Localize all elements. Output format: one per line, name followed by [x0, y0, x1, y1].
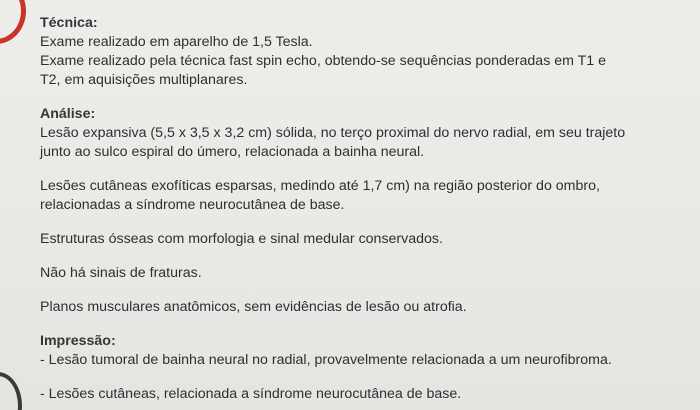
analise-line: Não há sinais de fraturas.	[40, 265, 202, 281]
impressao-item: - Lesões cutâneas, relacionada a síndrome neurocutânea de base.	[40, 386, 462, 402]
analise-line: relacionadas a síndrome neurocutânea de base.	[40, 197, 345, 213]
tecnica-line: Exame realizado em aparelho de 1,5 Tesla.	[40, 34, 313, 50]
analise-line: junto ao sulco espiral do úmero, relacionada a bainha neural.	[40, 144, 425, 160]
analise-line: Lesões cutâneas exofíticas esparsas, medindo até 1,7 cm) na região posterior do ombro,	[40, 178, 600, 194]
logo-fragment	[0, 0, 26, 44]
impressao-item: - Lesão tumoral de bainha neural no radial, provavelmente relacionada a um neurofibroma.	[40, 352, 612, 368]
report-content	[40, 14, 690, 404]
logo-fragment-bottom	[0, 372, 22, 410]
section-heading-impressao: Impressão:	[40, 333, 116, 349]
section-heading-tecnica: Técnica:	[40, 15, 98, 31]
analise-line: Estruturas ósseas com morfologia e sinal medular conservados.	[40, 231, 443, 247]
section-heading-analise: Análise:	[40, 106, 96, 122]
analise-line: Planos musculares anatômicos, sem evidências de lesão ou atrofia.	[40, 299, 467, 315]
analise-line: Lesão expansiva (5,5 x 3,5 x 3,2 cm) sólida, no terço proximal do nervo radial, em seu trajeto	[40, 125, 626, 141]
tecnica-line: T2, em aquisições multiplanares.	[40, 72, 248, 88]
tecnica-line: Exame realizado pela técnica fast spin echo, obtendo-se sequências ponderadas em T1 e	[40, 53, 607, 69]
